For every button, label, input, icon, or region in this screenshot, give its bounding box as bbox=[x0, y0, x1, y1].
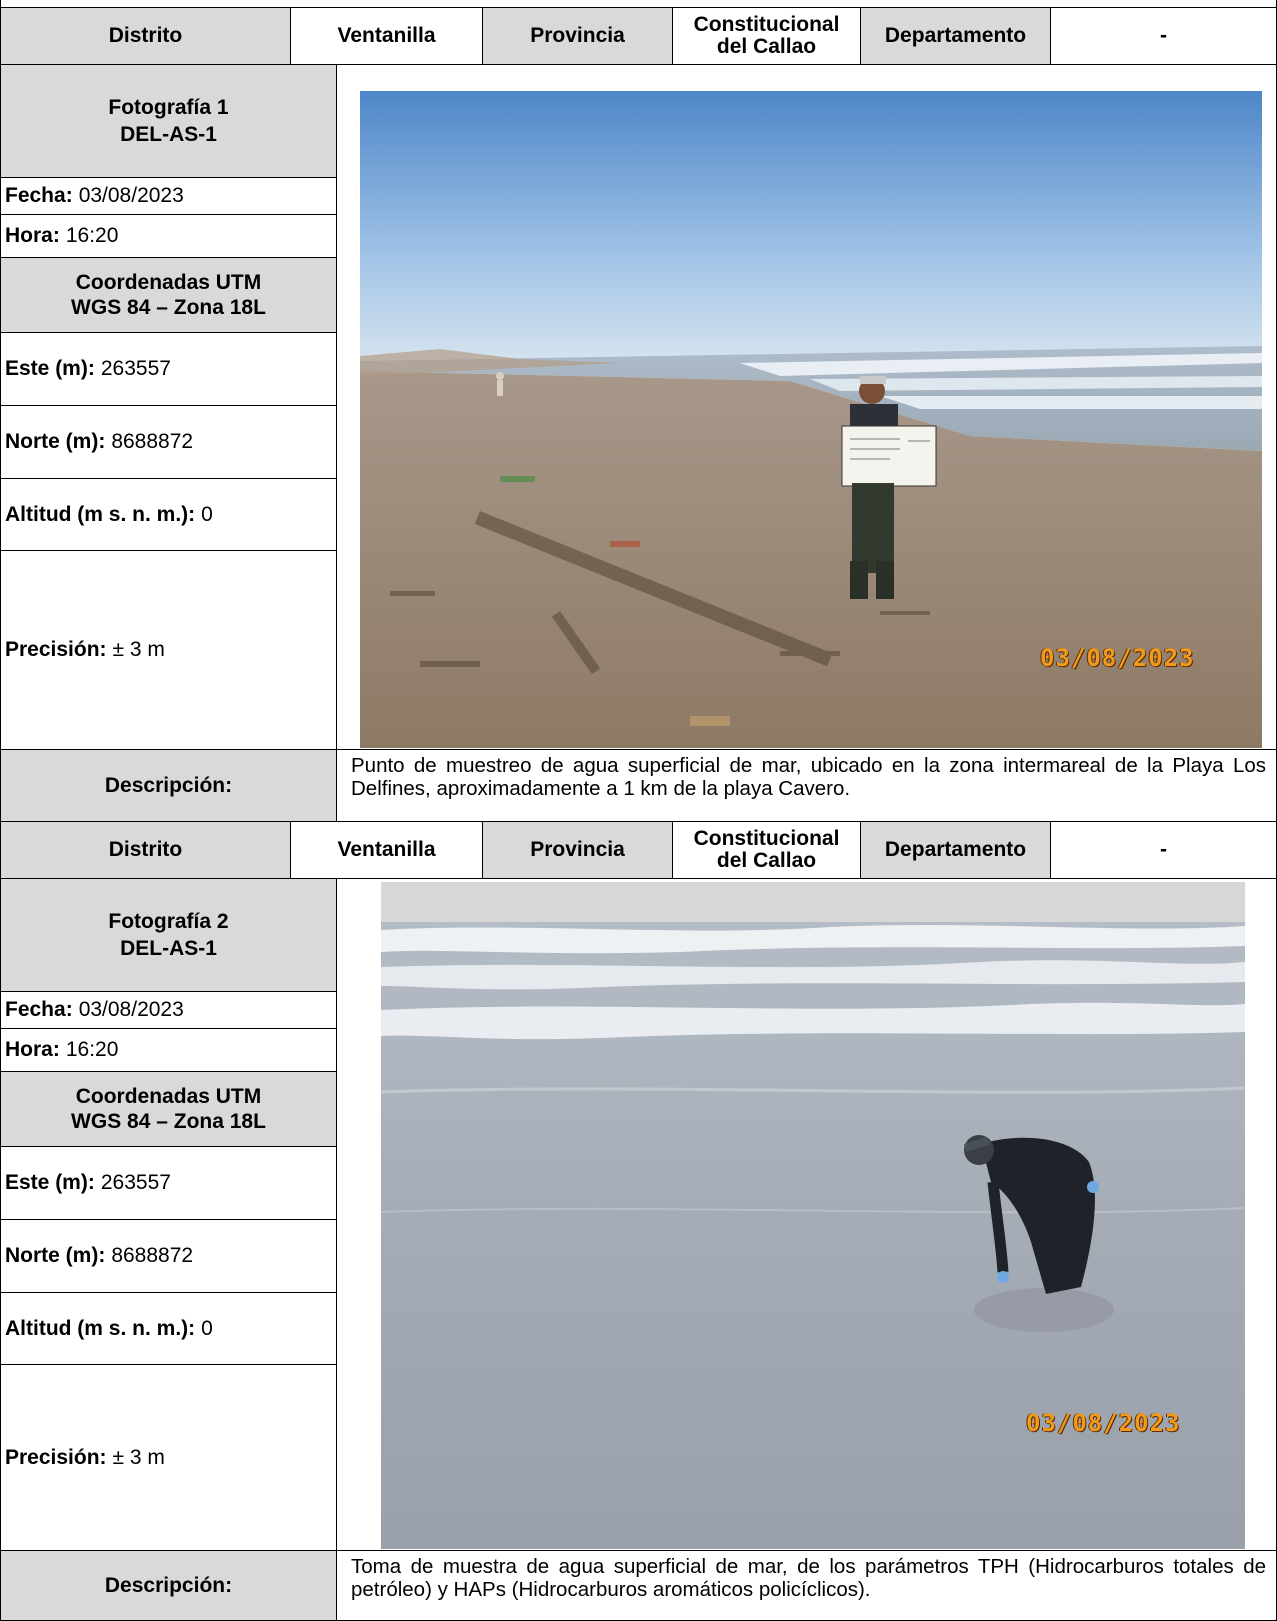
altitud-value: 0 bbox=[201, 502, 213, 526]
fecha-row: Fecha: 03/08/2023 bbox=[0, 991, 337, 1029]
descripcion-label: Descripción: bbox=[0, 1550, 337, 1621]
distrito-value: Ventanilla bbox=[290, 7, 483, 65]
fecha-value: 03/08/2023 bbox=[78, 998, 184, 1021]
hora-row: Hora: 16:20 bbox=[0, 214, 337, 258]
coords-title-cell: Coordenadas UTM WGS 84 – Zona 18L bbox=[0, 257, 337, 333]
altitud-value: 0 bbox=[201, 1316, 213, 1340]
norte-row: Norte (m): 8688872 bbox=[0, 405, 337, 479]
departamento-value: - bbox=[1050, 7, 1277, 65]
norte-value: 8688872 bbox=[111, 1244, 194, 1267]
precision-value: ± 3 m bbox=[112, 1445, 165, 1469]
descripcion-text: Toma de muestra de agua superficial de mar, de los parámetros TPH (Hidrocarburos totales de petróleo) y HAPs (Hidrocarburos aromáticos policíclicos). bbox=[336, 1550, 1277, 1621]
sea-sampling-image bbox=[381, 882, 1245, 1549]
photo-date-stamp: 03/08/2023 bbox=[1040, 644, 1195, 672]
photo-title-cell bbox=[0, 878, 337, 992]
coords-title-cell: Coordenadas UTM WGS 84 – Zona 18L bbox=[0, 1071, 337, 1147]
precision-value: ± 3 m bbox=[112, 638, 165, 661]
departamento-label: Departamento bbox=[860, 7, 1051, 65]
norte-row: Norte (m): 8688872 bbox=[0, 1219, 337, 1293]
norte-value: 8688872 bbox=[111, 430, 194, 453]
photo-title-cell bbox=[0, 64, 337, 178]
photo-code: DEL-AS-1 bbox=[120, 123, 217, 146]
sea-photo-2 bbox=[381, 882, 1245, 1549]
hora-value: 16:20 bbox=[65, 224, 119, 247]
altitud-row: Altitud (m s. n. m.): 0 bbox=[0, 478, 337, 551]
distrito-label: Distrito bbox=[0, 821, 291, 879]
fecha-value: 03/08/2023 bbox=[78, 184, 184, 207]
provincia-value: Constitucional del Callao bbox=[672, 821, 861, 879]
beach-photo-1 bbox=[360, 91, 1262, 748]
distrito-label: Distrito bbox=[0, 7, 291, 65]
departamento-label: Departamento bbox=[860, 821, 1051, 879]
descripcion-text: Punto de muestreo de agua superficial de mar, ubicado en la zona intermareal de la Playa Los Delfines, aproximadamente a 1 km de la playa Cavero. bbox=[336, 749, 1277, 822]
altitud-row: Altitud (m s. n. m.): 0 bbox=[0, 1292, 337, 1365]
provincia-value: Constitucional del Callao bbox=[672, 7, 861, 65]
este-row: Este (m): 263557 bbox=[0, 332, 337, 406]
provincia-label: Provincia bbox=[482, 821, 673, 879]
este-value: 263557 bbox=[100, 1171, 171, 1194]
hora-value: 16:20 bbox=[65, 1038, 119, 1061]
photo-title: Fotografía 2 bbox=[108, 910, 229, 933]
hora-row: Hora: 16:20 bbox=[0, 1028, 337, 1072]
fecha-row: Fecha: 03/08/2023 bbox=[0, 177, 337, 215]
precision-row: Precisión: ± 3 m bbox=[0, 550, 337, 750]
photo-title: Fotografía 1 bbox=[108, 96, 229, 119]
este-value: 263557 bbox=[100, 357, 171, 380]
provincia-label: Provincia bbox=[482, 7, 673, 65]
photo-date-stamp: 03/08/2023 bbox=[1026, 1409, 1181, 1437]
distrito-value: Ventanilla bbox=[290, 821, 483, 879]
departamento-value: - bbox=[1050, 821, 1277, 879]
photo-code: DEL-AS-1 bbox=[120, 937, 217, 960]
este-row: Este (m): 263557 bbox=[0, 1146, 337, 1220]
precision-row: Precisión: ± 3 m bbox=[0, 1364, 337, 1551]
descripcion-label: Descripción: bbox=[0, 749, 337, 822]
